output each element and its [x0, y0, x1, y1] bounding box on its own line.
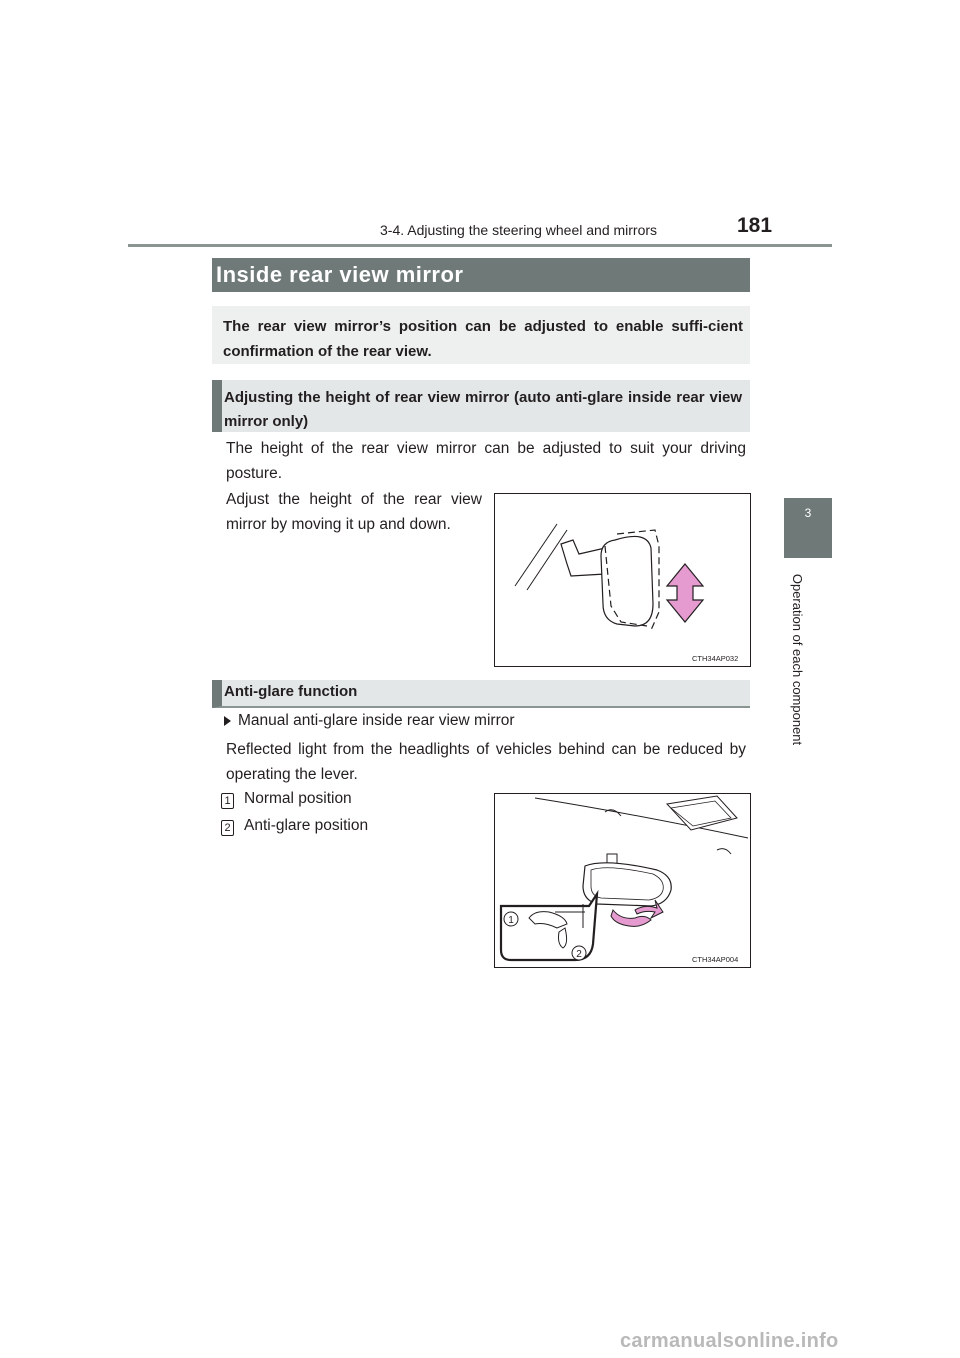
watermark: carmanualsonline.info [620, 1330, 839, 1352]
bullet-manual-anti-glare [224, 712, 515, 730]
bullet-text: Manual anti-glare inside rear view mirror [238, 712, 515, 729]
item-normal-position: Normal position [244, 790, 352, 807]
lead-text: The rear view mirror’s position can be adjusted to enable suffi-cient confirmation of the rear view. [223, 318, 743, 360]
figure-code-1: CTH34AP032 [692, 654, 739, 663]
section-heading-height: Adjusting the height of rear view mirror (auto anti-glare inside rear view mirror only) [224, 389, 742, 430]
anti-glare-illustration [495, 794, 750, 967]
callout-number-1: 1 [221, 793, 234, 809]
figure-callout-1: 1 [508, 915, 514, 926]
header-section-title: 3-4. Adjusting the steering wheel and mirrors [380, 222, 658, 238]
figure-mirror-height [494, 493, 751, 667]
mirror-height-illustration [495, 494, 750, 666]
paragraph-height-instruction: Adjust the height of the rear view mirror by moving it up and down. [226, 491, 482, 533]
triangle-bullet-icon [224, 716, 231, 726]
paragraph-anti-glare: Reflected light from the headlights of vehicles behind can be reduced by operating the lever. [226, 741, 746, 783]
chapter-label: Operation of each component [790, 573, 806, 746]
chapter-tab [784, 498, 832, 558]
chapter-number: 3 [804, 506, 812, 520]
section-heading-anti-glare: Anti-glare function [224, 683, 358, 700]
item-anti-glare-position: Anti-glare position [244, 817, 369, 834]
callout-number-2: 2 [221, 820, 234, 836]
figure-anti-glare [494, 793, 751, 968]
figure-callout-2: 2 [576, 949, 582, 960]
figure-code-2: CTH34AP004 [692, 955, 739, 964]
page-title: Inside rear view mirror [216, 262, 464, 287]
header-divider [128, 244, 832, 247]
page-number: 181 [737, 214, 773, 237]
paragraph-height-adjust: The height of the rear view mirror can be adjusted to suit your driving posture. [226, 440, 746, 482]
